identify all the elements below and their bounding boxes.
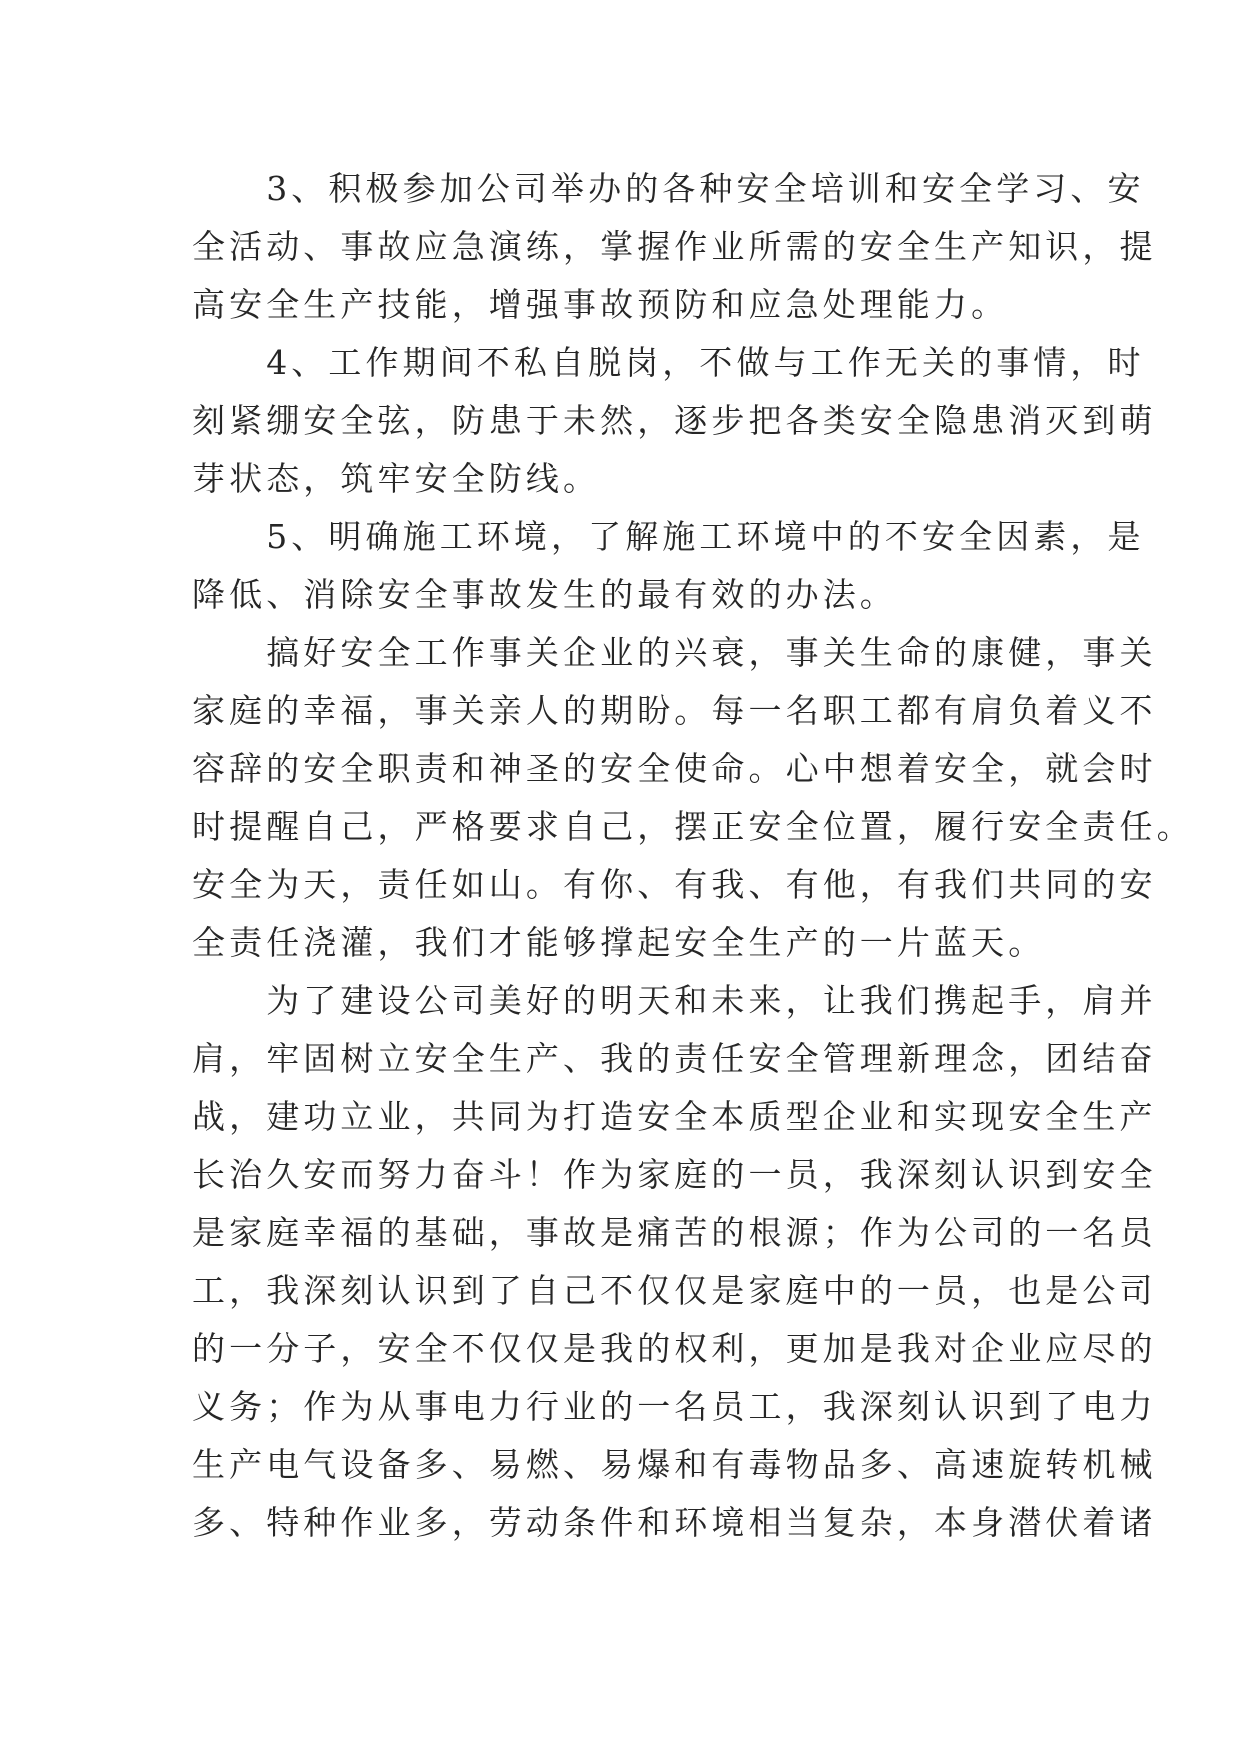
- text-line: 义务；作为从事电力行业的一名员工，我深刻认识到了电力: [192, 1387, 1157, 1426]
- text-line: 工，我深刻认识到了自己不仅仅是家庭中的一员，也是公司: [192, 1271, 1157, 1310]
- text-line: 刻紧绷安全弦，防患于未然，逐步把各类安全隐患消灭到萌: [192, 401, 1157, 440]
- paragraph: [192, 624, 1194, 972]
- text-line: 搞好安全工作事关企业的兴衰，事关生命的康健，事关: [192, 633, 1157, 672]
- text-line: 4、工作期间不私自脱岗，不做与工作无关的事情，时: [192, 343, 1145, 382]
- text-line: 全活动、事故应急演练，掌握作业所需的安全生产知识，提: [192, 227, 1157, 266]
- text-line: 芽状态，筑牢安全防线。: [192, 459, 601, 498]
- text-line: 高安全生产技能，增强事故预防和应急处理能力。: [192, 285, 1009, 324]
- text-line: 3、积极参加公司举办的各种安全培训和安全学习、安: [192, 169, 1145, 208]
- text-line: 肩，牢固树立安全生产、我的责任安全管理新理念，团结奋: [192, 1039, 1157, 1078]
- text-line: 长治久安而努力奋斗！作为家庭的一员，我深刻认识到安全: [192, 1155, 1157, 1194]
- text-line: 安全为天，责任如山。有你、有我、有他，有我们共同的安: [192, 865, 1157, 904]
- paragraph: [192, 160, 1157, 334]
- document-body: [192, 160, 1194, 1552]
- text-line: 全责任浇灌，我们才能够撑起安全生产的一片蓝天。: [192, 923, 1046, 962]
- text-line: 战，建功立业，共同为打造安全本质型企业和实现安全生产: [192, 1097, 1157, 1136]
- text-line: 的一分子，安全不仅仅是我的权利，更加是我对企业应尽的: [192, 1329, 1157, 1368]
- text-line: 为了建设公司美好的明天和未来，让我们携起手，肩并: [192, 981, 1157, 1020]
- paragraph: [192, 508, 1145, 624]
- text-line: 是家庭幸福的基础，事故是痛苦的根源；作为公司的一名员: [192, 1213, 1157, 1252]
- text-line: 降低、消除安全事故发生的最有效的办法。: [192, 575, 897, 614]
- paragraph: [192, 334, 1157, 508]
- text-line: 多、特种作业多，劳动条件和环境相当复杂，本身潜伏着诸: [192, 1503, 1157, 1542]
- paragraph: [192, 972, 1157, 1552]
- text-line: 家庭的幸福，事关亲人的期盼。每一名职工都有肩负着义不: [192, 691, 1157, 730]
- text-line: 生产电气设备多、易燃、易爆和有毒物品多、高速旋转机械: [192, 1445, 1157, 1484]
- text-line: 容辞的安全职责和神圣的安全使命。心中想着安全，就会时: [192, 749, 1157, 788]
- text-line: 5、明确施工环境，了解施工环境中的不安全因素，是: [192, 517, 1145, 556]
- text-line: 时提醒自己，严格要求自己，摆正安全位置，履行安全责任。: [192, 807, 1194, 846]
